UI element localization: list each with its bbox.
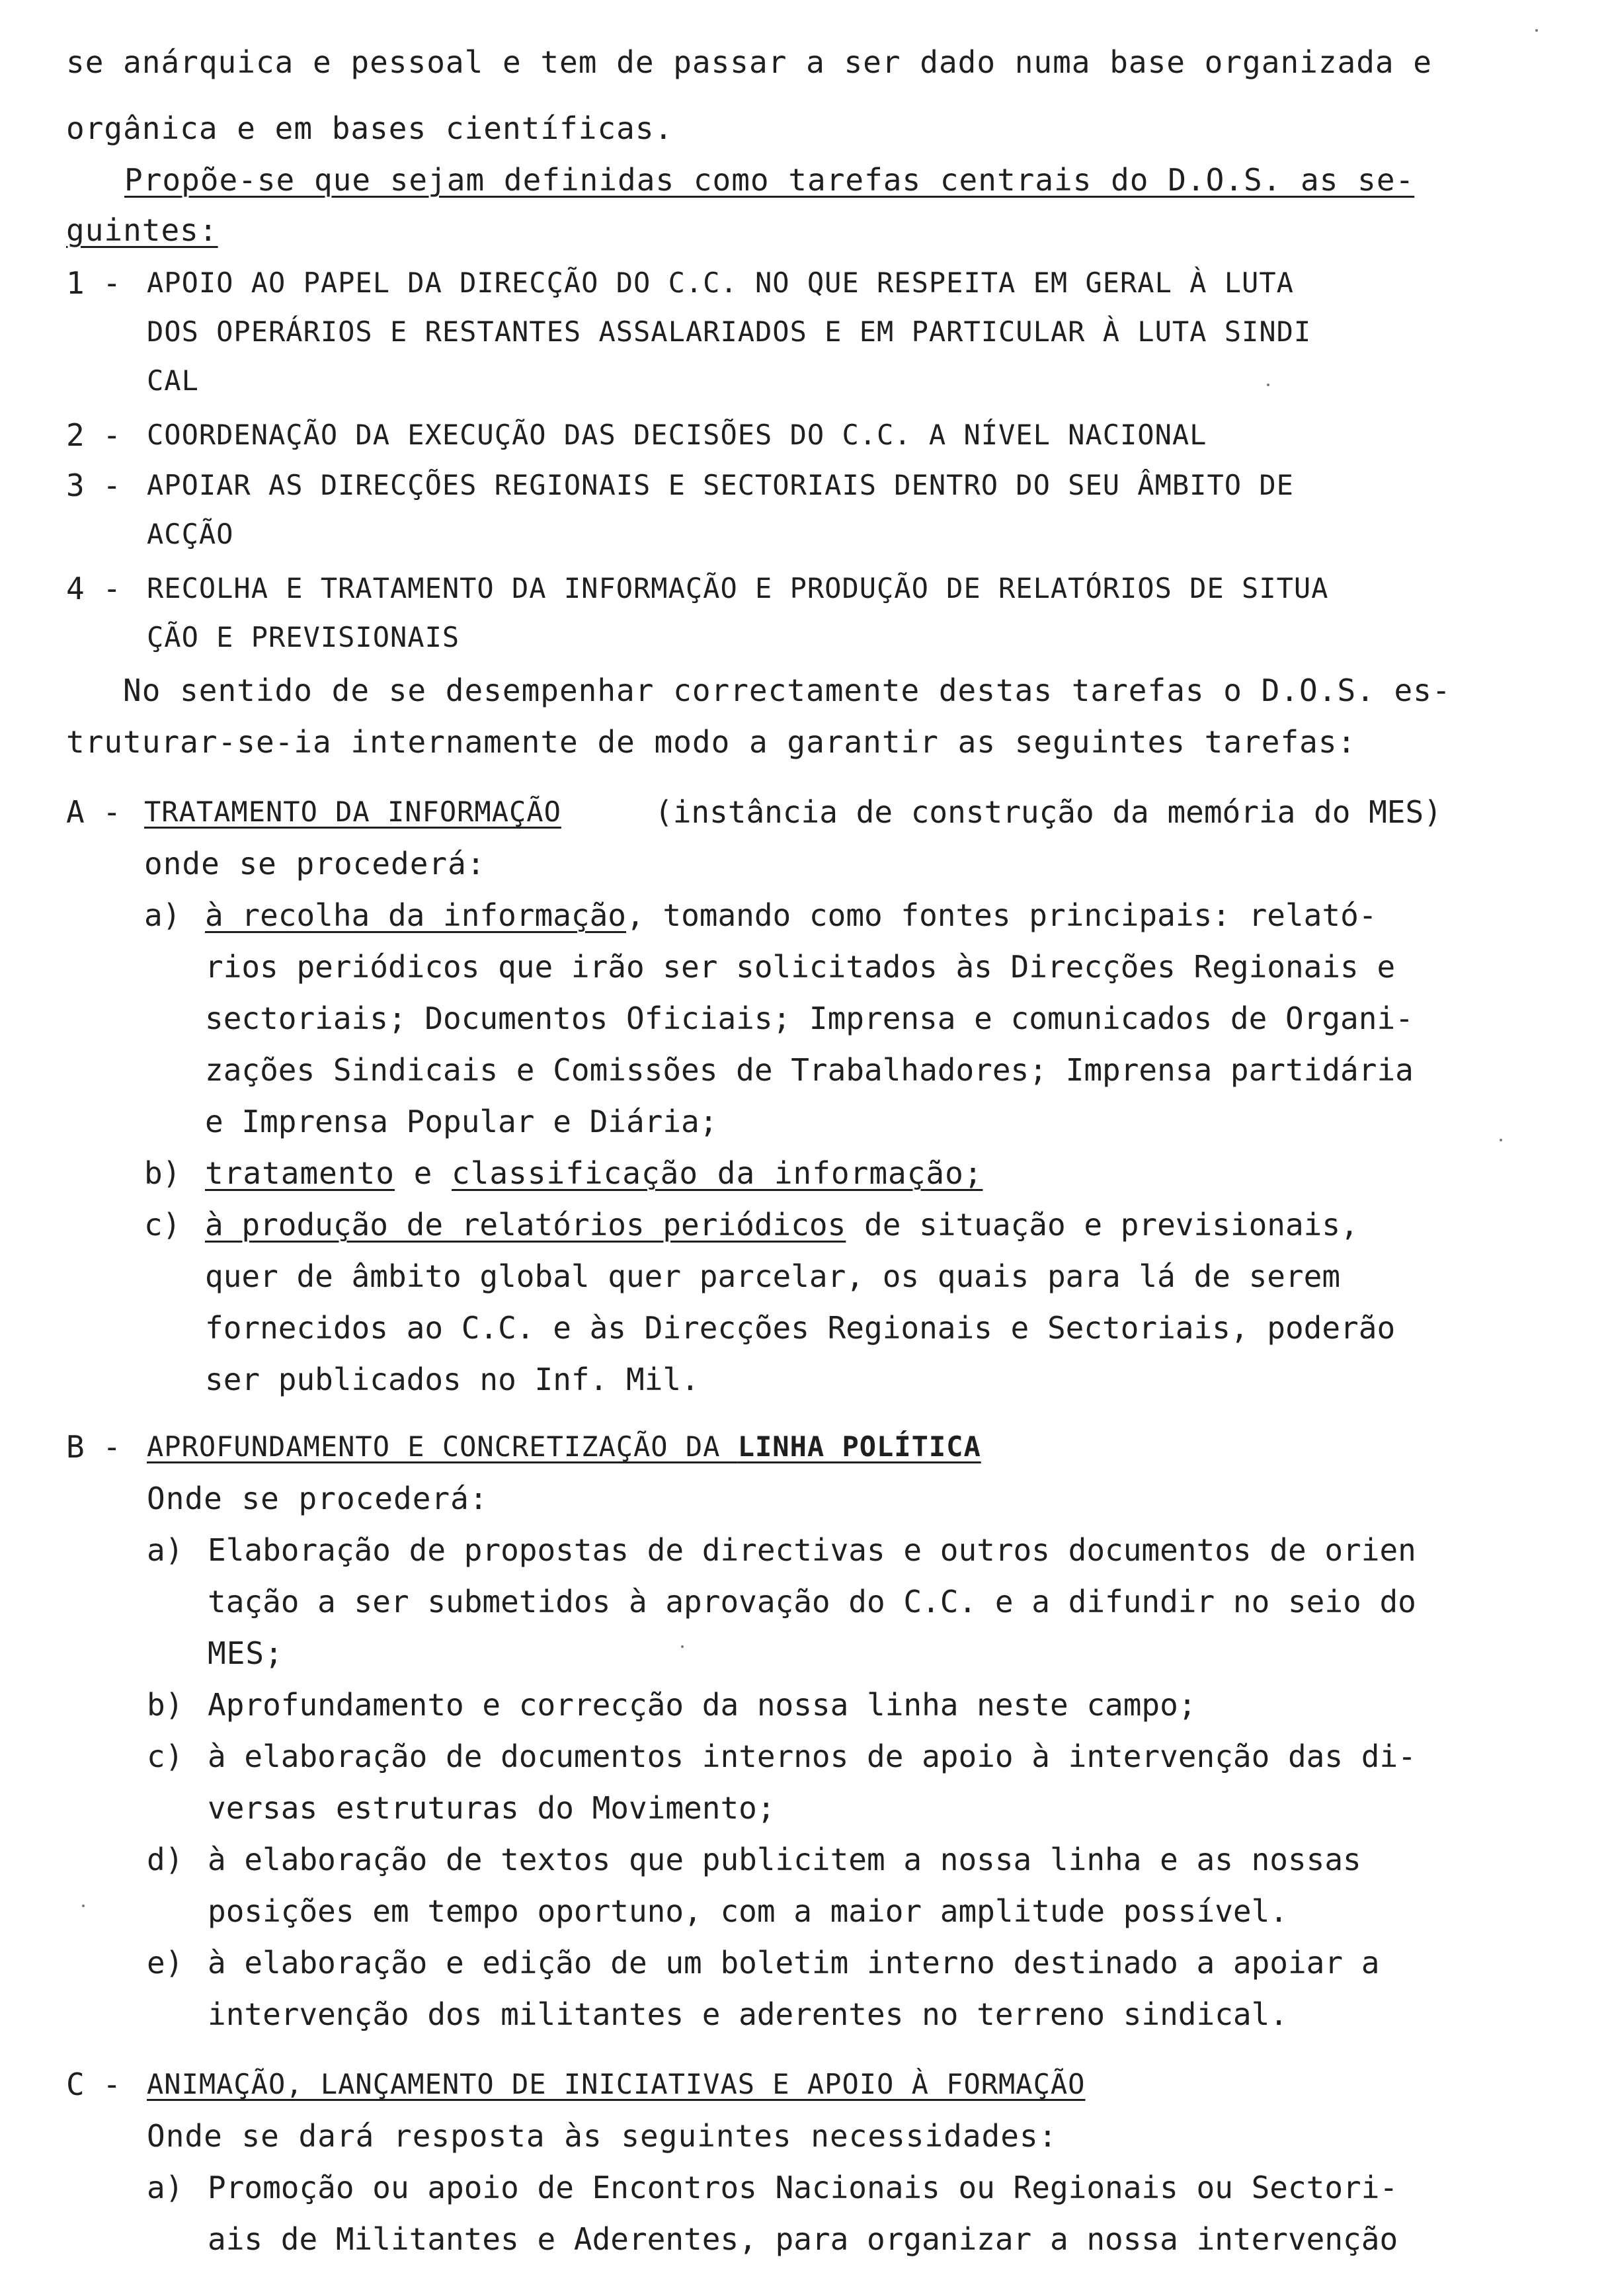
section-c-title: ANIMAÇÃO, LANÇAMENTO DE INICIATIVAS E APOIO À FORMAÇÃO: [147, 2068, 1086, 2100]
section-a-item-b-word-1: tratamento: [205, 1155, 395, 1191]
section-b-item-d-line-1: à elaboração de textos que publicitem a nossa linha e as nossas: [208, 1842, 1361, 1877]
section-b-item-e-line-2: intervenção dos militantes e aderentes no terreno sindical.: [208, 1996, 1288, 2032]
scan-speck: [681, 1645, 684, 1648]
section-a-title: TRATAMENTO DA INFORMAÇÃO: [144, 796, 561, 828]
task-1-number: 1 -: [66, 265, 122, 301]
section-a-item-b-line: [205, 1155, 983, 1192]
section-a-item-a-rest: , tomando como fontes principais: relató-: [625, 897, 1377, 933]
section-c-item-a-line-2: ais de Militantes e Aderentes, para organizar a nossa intervenção: [208, 2221, 1398, 2257]
task-2-number: 2 -: [66, 417, 122, 453]
section-b-item-d-label: d): [147, 1842, 184, 1877]
section-a-intro: onde se procederá:: [144, 846, 486, 882]
section-b-item-a-line-2: tação a ser submetidos à aprovação do C.C. e a difundir no seio do: [208, 1584, 1416, 1620]
section-c-intro: Onde se dará resposta às seguintes necessidades:: [147, 2118, 1058, 2154]
section-b-letter: B -: [66, 1429, 122, 1465]
section-b-item-d-line-2: posições em tempo oportuno, com a maior amplitude possível.: [208, 1893, 1288, 1929]
section-b-item-c-line-2: versas estruturas do Movimento;: [208, 1790, 776, 1826]
section-b-item-e-line-1: à elaboração e edição de um boletim interno destinado a apoiar a: [208, 1945, 1380, 1981]
scan-speck: [82, 1905, 85, 1907]
opening-line-2: orgânica e em bases científicas.: [66, 110, 674, 146]
section-c-item-a-line-1: Promoção ou apoio de Encontros Nacionais ou Regionais ou Sectori-: [208, 2170, 1398, 2205]
task-1-line-2: DOS OPERÁRIOS E RESTANTES ASSALARIADOS E EM PARTICULAR À LUTA SINDI: [147, 315, 1312, 348]
structure-intro-line-2: truturar-se-ia internamente de modo a garantir as seguintes tarefas:: [66, 724, 1357, 760]
section-a-item-b-word-3: classificação da informação;: [452, 1155, 983, 1191]
section-c-item-a-label: a): [147, 2170, 184, 2205]
structure-intro-line-1: No sentido de se desempenhar correctamente destas tarefas o D.O.S. es-: [123, 673, 1451, 708]
section-a-item-c-label: c): [144, 1207, 181, 1243]
section-b-item-a-line-1: Elaboração de propostas de directivas e outros documentos de orien: [208, 1532, 1416, 1568]
section-a-item-b-word-2: e: [394, 1155, 452, 1191]
section-a-item-c-rest: de situação e previsionais,: [846, 1207, 1359, 1243]
section-a-item-c-line-3: fornecidos ao C.C. e às Direcções Regionais e Sectoriais, poderão: [205, 1310, 1396, 1346]
section-a-item-a-lead: à recolha da informação: [205, 897, 626, 933]
section-b-item-b-line-1: Aprofundamento e correcção da nossa linha neste campo;: [208, 1687, 1197, 1723]
task-3-number: 3 -: [66, 468, 122, 503]
section-b-item-b-label: b): [147, 1687, 184, 1723]
section-a-item-b-label: b): [144, 1155, 181, 1191]
task-4-line-2: ÇÃO E PREVISIONAIS: [147, 621, 460, 653]
task-4-line-1: RECOLHA E TRATAMENTO DA INFORMAÇÃO E PRODUÇÃO DE RELATÓRIOS DE SITUA: [147, 572, 1329, 604]
section-b-title: [147, 1428, 981, 1465]
section-a-item-c-line-1: [205, 1206, 1359, 1243]
section-a-item-a-line-5: e Imprensa Popular e Diária;: [205, 1104, 718, 1139]
task-3-line-1: APOIAR AS DIRECÇÕES REGIONAIS E SECTORIAIS DENTRO DO SEU ÂMBITO DE: [147, 469, 1294, 501]
proposal-line-1: Propõe-se que sejam definidas como tarefas centrais do D.O.S. as se-: [124, 162, 1415, 198]
scan-speck: [1267, 384, 1269, 386]
section-b-title-part-1: APROFUNDAMENTO E CONCRETIZAÇÃO DA: [147, 1430, 738, 1463]
section-a-letter: A -: [66, 794, 122, 830]
task-4-number: 4 -: [66, 571, 122, 606]
section-a-item-c-line-4: ser publicados no Inf. Mil.: [205, 1362, 700, 1397]
proposal-line-2: guintes:: [66, 212, 218, 248]
opening-line-1: se anárquica e pessoal e tem de passar a ser dado numa base organizada e: [66, 44, 1432, 80]
section-c-letter: C -: [66, 2067, 122, 2102]
section-a-item-a-line-1: [205, 897, 1377, 934]
scan-speck: [1500, 1139, 1502, 1141]
task-1-line-3: CAL: [147, 364, 199, 397]
section-b-item-a-label: a): [147, 1532, 184, 1568]
section-b-intro: Onde se procederá:: [147, 1481, 489, 1516]
scan-speck: [1535, 29, 1538, 32]
task-2-line-1: COORDENAÇÃO DA EXECUÇÃO DAS DECISÕES DO C.C. A NÍVEL NACIONAL: [147, 419, 1207, 451]
task-3-line-2: ACÇÃO: [147, 518, 234, 550]
section-a-item-c-line-2: quer de âmbito global quer parcelar, os quais para lá de serem: [205, 1258, 1341, 1294]
task-1-line-1: APOIO AO PAPEL DA DIRECÇÃO DO C.C. NO QUE RESPEITA EM GERAL À LUTA: [147, 266, 1294, 299]
section-a-item-a-line-4: zações Sindicais e Comissões de Trabalhadores; Imprensa partidária: [205, 1052, 1414, 1088]
section-a-subtitle: (instância de construção da memória do MES): [655, 794, 1442, 830]
section-b-title-part-2: LINHA POLÍTICA: [737, 1430, 981, 1463]
section-b-item-c-label: c): [147, 1739, 184, 1774]
section-b-item-a-line-3: MES;: [208, 1635, 284, 1671]
section-a-item-a-line-3: sectoriais; Documentos Oficiais; Imprensa e comunicados de Organi-: [205, 1001, 1414, 1036]
section-b-item-c-line-1: à elaboração de documentos internos de apoio à intervenção das di-: [208, 1739, 1416, 1774]
section-b-item-e-label: e): [147, 1945, 184, 1981]
section-a-item-a-label: a): [144, 897, 181, 933]
section-a-item-c-lead: à produção de relatórios periódicos: [205, 1207, 846, 1243]
section-a-item-a-line-2: rios periódicos que irão ser solicitados às Direcções Regionais e: [205, 949, 1396, 985]
